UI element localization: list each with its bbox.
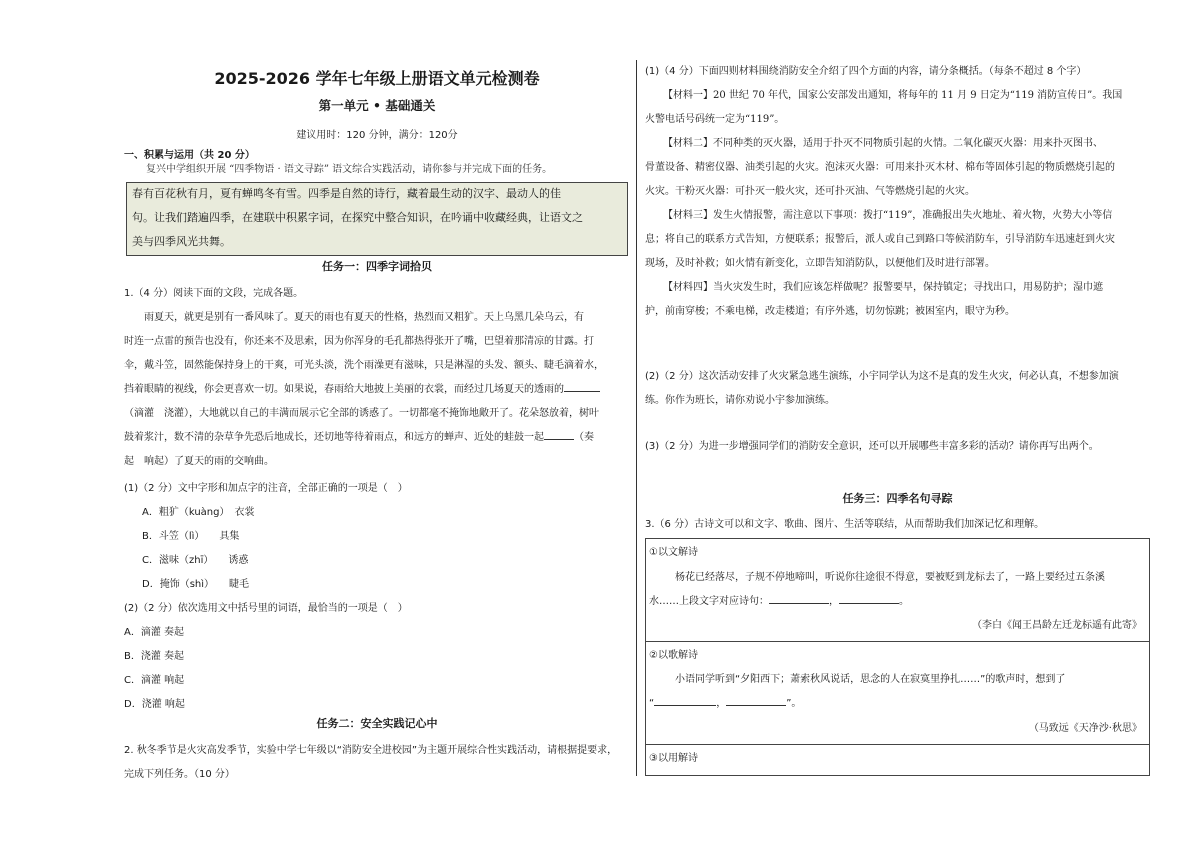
question-1-2: (2)（2 分）依次选用文中括号里的词语，最恰当的一项是（ ） (124, 603, 408, 614)
passage-line: 伞，戴斗笠，固然能保持身上的干爽，可光头淡，洗个雨澡更有滋味，只是淋湿的头发、额头、睫毛滴着水， (124, 360, 604, 371)
box2-text: ”。 (786, 698, 802, 709)
passage-text: （奏 (574, 432, 594, 443)
question-2-2: 练。你作为班长，请你劝说小宇参加演练。 (645, 395, 835, 406)
shaded-line: 句。让我们踏遍四季，在建联中积累字词，在探究中整合知识，在吟诵中收藏经典，让语文之 (132, 211, 583, 224)
task1-title: 任务一：四季字词拾贝 (322, 260, 432, 273)
question-2-2: (2)（2 分）这次活动安排了火灾紧急逃生演练，小宇同学认为这不是真的发生火灾，何必认真，不想参加演 (645, 371, 1119, 382)
box1-text: 。 (899, 596, 909, 607)
option-a[interactable]: A．粗犷（kuàng） 衣裳 (142, 507, 255, 518)
option-c[interactable]: C．滋味（zhī） 诱惑 (142, 555, 249, 566)
task2-title: 任务二：安全实践记心中 (316, 717, 438, 730)
box1-line: 杨花已经落尽，子规不停地啼叫，听说你往途很不得意，要被贬到龙标去了，一路上要经过五条溪 (675, 572, 1105, 583)
box2-source: （马致远《天净沙·秋思》 (1028, 723, 1142, 734)
box-divider (646, 641, 1149, 642)
question-1-1: (1)（2 分）文中字形和加点字的注音，全部正确的一项是（ ） (124, 483, 408, 494)
passage-line: 时连一点雷的预告也没有，你还来不及思索，因为你浑身的毛孔都热得张开了嘴，巴望着那清凉的甘露。打 (124, 336, 594, 347)
material-line: 【材料三】发生火情报警，需注意以下事项：拨打“119”，准确报出失火地址、着火物，火势大小等信 (663, 210, 1113, 221)
option-b[interactable]: B．浇灌 奏起 (124, 651, 185, 662)
box2-heading: ②以歌解诗 (649, 650, 698, 661)
material-line: 【材料二】不同种类的灭火器，适用于扑灭不同物质引起的火情。二氧化碳灭火器：用来扑灭图书、 (663, 138, 1103, 149)
column-divider (636, 60, 637, 776)
passage-line: （滴灌 浇灌），大地就以自己的丰满而展示它全部的诱惑了。一切都毫不掩饰地敞开了。花朵怒放着，树叶 (124, 408, 599, 419)
material-line: 骨董设备、精密仪器、油类引起的火灾。泡沫灭火器：可用来扑灭木材、棉布等固体引起的物质燃烧引起的 (645, 162, 1115, 173)
exam-meta: 建议用时：120 分钟，满分：120分 (296, 130, 458, 141)
passage-line (124, 378, 600, 402)
material-line: 护，前南穿梭；不乘电梯，改走楼道；有序外逃，切勿惊跳；被困室内，眼守为秒。 (645, 306, 1015, 317)
material-line: 火警电话号码统一定为“119”。 (645, 114, 785, 125)
shaded-line: 美与四季风光共舞。 (132, 235, 231, 248)
box1-line (649, 590, 909, 614)
box2-line (649, 692, 801, 716)
option-a[interactable]: A．滴灌 奏起 (124, 627, 185, 638)
material-line: 息；将自己的联系方式告知，方便联系；报警后，派人或自己到路口等候消防车，引导消防车迅速赶到火灾 (645, 234, 1115, 245)
passage-text: 鼓着浆汁，数不清的杂草争先恐后地成长，还切地等待着雨点，和远方的蝉声、近处的蛙鼓一起 (124, 432, 544, 443)
answer-blank[interactable] (839, 591, 899, 604)
box1-text: ， (829, 596, 839, 607)
shaded-line: 春有百花秋有月，夏有蝉鸣冬有雪。四季是自然的诗行，藏着最生动的汉字、最动人的佳 (132, 187, 561, 200)
box1-source: （李白《闻王昌龄左迁龙标遥有此寄》 (972, 620, 1142, 631)
answer-blank[interactable] (726, 693, 786, 706)
passage-text: 挡着眼睛的视线，你会更喜欢一切。如果说，春雨给大地披上美丽的衣裳，而经过几场夏天的透雨的 (124, 384, 564, 395)
passage-line: 雨夏天，就更是别有一番风味了。夏天的雨也有夏天的性格，热烈而又粗犷。天上乌黑几朵乌云，有 (144, 312, 584, 323)
question-1-head: 1.（4 分）阅读下面的文段，完成各题。 (124, 288, 304, 299)
material-line: 【材料四】当火灾发生时，我们应该怎样做呢？报警要早，保持镇定；寻找出口，用易防护；湿巾遮 (663, 282, 1103, 293)
box-divider (646, 744, 1149, 745)
blank-1[interactable] (564, 379, 600, 392)
box2-text: “ (649, 698, 655, 709)
material-line: 【材料一】20 世纪 70 年代，国家公安部发出通知，将每年的 11 月 9 日定为“119 消防宣传日”。我国 (663, 90, 1123, 101)
passage-line: 起 响起）了夏天的雨的交响曲。 (124, 456, 274, 467)
question-2-3: (3)（2 分）为进一步增强同学们的消防安全意识，还可以开展哪些丰富多彩的活动？请你再写出两个。 (645, 441, 1099, 452)
task3-title: 任务三：四季名句寻踪 (842, 492, 953, 505)
answer-blank[interactable] (769, 591, 829, 604)
box2-line: 小语同学听到“夕阳西下；萧索秋风说话，思念的人在寂寞里挣扎……”的歌声时，想到了 (675, 674, 1066, 685)
option-d[interactable]: D．掩饰（shì） 睫毛 (142, 579, 250, 590)
passage-line (124, 426, 594, 450)
answer-blank[interactable] (654, 693, 716, 706)
question-2-line: 完成下列任务。（10 分） (124, 769, 235, 780)
section-heading: 一、积累与运用（共 20 分） (124, 150, 255, 161)
option-c[interactable]: C．滴灌 响起 (124, 675, 185, 686)
exam-subtitle: 第一单元 • 基础通关 (318, 98, 436, 113)
material-line: 现场，及时补救；如火情有新变化，立即告知消防队，以便他们及时进行部署。 (645, 258, 995, 269)
blank-2[interactable] (544, 427, 574, 440)
section-intro: 复兴中学组织开展 “四季物语 · 语文寻踪” 语文综合实践活动，请你参与并完成下面的任务。 (146, 164, 553, 175)
option-d[interactable]: D．浇灌 响起 (124, 699, 185, 710)
box3-heading: ③以用解诗 (649, 753, 698, 764)
question-2-1: (1)（4 分）下面四则材料围绕消防安全介绍了四个方面的内容，请分条概括。（每条不超过 8 个字） (645, 66, 1087, 77)
option-b[interactable]: B．斗笠（lì） 具集 (142, 531, 240, 542)
exam-title: 2025-2026 学年七年级上册语文单元检测卷 (214, 69, 540, 88)
question-3-head: 3.（6 分）古诗文可以和文字、歌曲、图片、生活等联结，从而帮助我们加深记忆和理解。 (645, 519, 1045, 530)
box2-text: ， (716, 698, 727, 709)
box1-heading: ①以文解诗 (649, 547, 698, 558)
box1-text: 水……上段文字对应诗句： (649, 596, 769, 607)
question-2-line: 2. 秋冬季节是火灾高发季节，实验中学七年级以“消防安全进校园”为主题开展综合性实践活动，请根据提要求， (124, 745, 618, 756)
material-line: 火灾。干粉灭火器：可扑灭一般火灾，还可扑灭油、气等燃烧引起的火灾。 (645, 186, 975, 197)
